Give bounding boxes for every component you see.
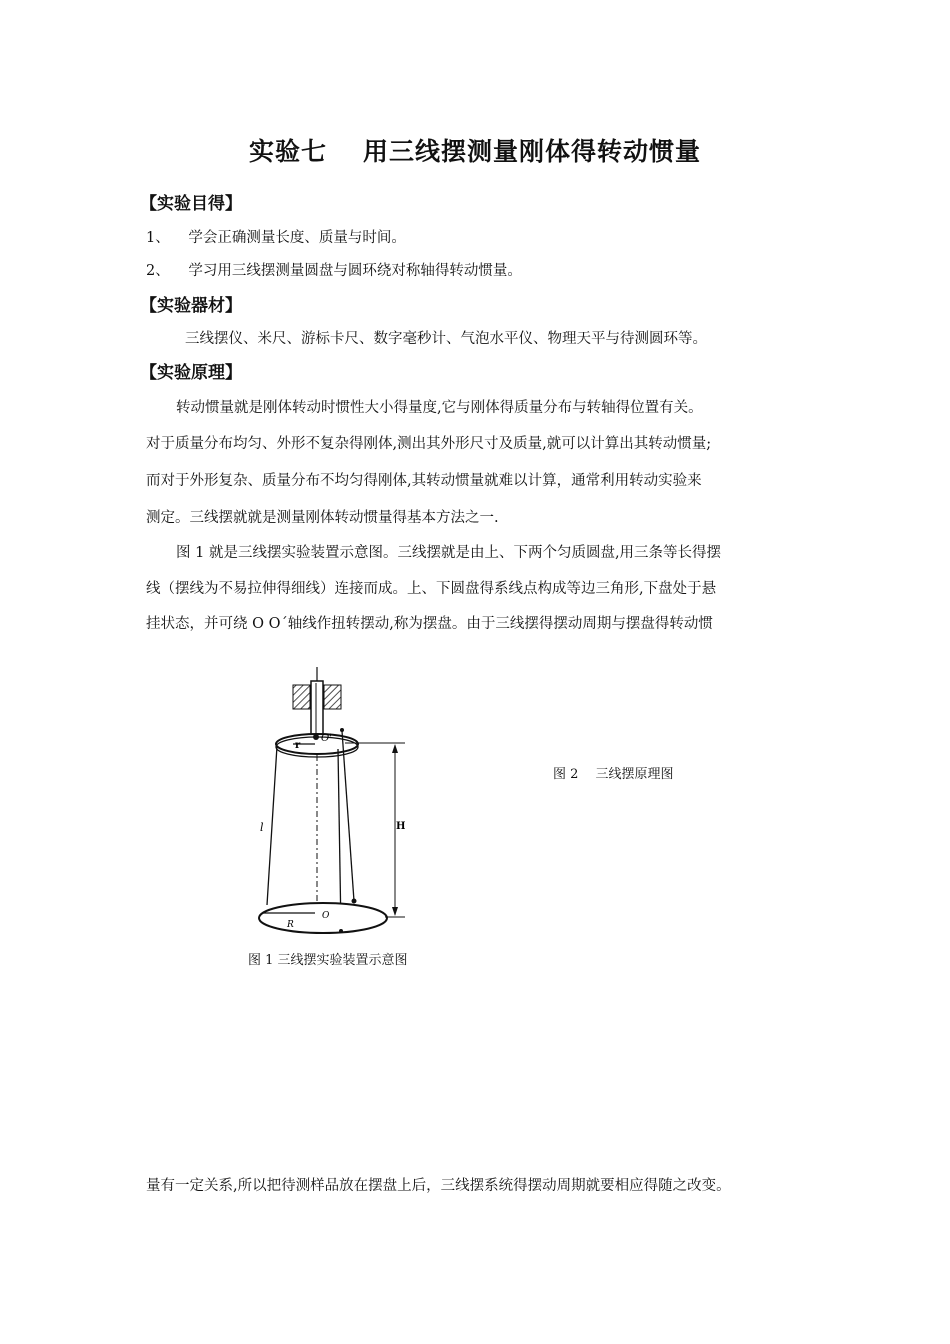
principle-line-6: 线（摆线为不易拉伸得细线）连接而成。上、下圆盘得系线点构成等边三角形,下盘处于悬: [146, 581, 717, 597]
wire-left: [267, 746, 277, 905]
purpose-item-text: 学习用三线摆测量圆盘与圆环绕对称轴得转动惯量。: [188, 263, 522, 279]
purpose-item-number: 2、: [146, 263, 170, 279]
label-o-bottom: O: [322, 911, 330, 921]
label-R: R: [287, 920, 294, 930]
support-block-right: [324, 685, 341, 709]
label-l: l: [260, 821, 264, 834]
principle-line-7: 挂状态，并可绕 O O΄轴线作扭转摆动,称为摆盘。由于三线摆得摆动周期与摆盘得转动惯: [146, 616, 713, 632]
principle-line-1: 转动惯量就是刚体转动时惯性大小得量度,它与刚体得质量分布与转轴得位置有关。: [176, 400, 703, 416]
section-heading-equipment: 【实验器材】: [140, 296, 242, 316]
suspension-rod: [311, 681, 323, 741]
purpose-item-number: 1、: [146, 230, 170, 246]
figure-2-caption: 图 2 三线摆原理图: [553, 767, 674, 782]
label-o-top: O': [321, 733, 332, 744]
wire-back: [342, 731, 354, 901]
principle-line-4: 测定。三线摆就就是测量刚体转动惯量得基本方法之一.: [146, 510, 499, 526]
support-block-left: [293, 685, 310, 709]
label-r: r: [295, 740, 301, 751]
principle-line-2: 对于质量分布均匀、外形不复杂得刚体,测出其外形尺寸及质量,就可以计算出其转动惯量;: [146, 436, 712, 452]
principle-continued-line: 量有一定关系,所以把待测样品放在摆盘上后，三线摆系统得摆动周期就要相应得随之改变。: [146, 1178, 731, 1194]
title-part-1: 实验七: [248, 137, 327, 166]
page-title: [0, 132, 950, 168]
figure-1-caption: 图 1 三线摆实验装置示意图: [248, 953, 408, 968]
label-h: H: [396, 821, 406, 832]
section-heading-principle: 【实验原理】: [140, 363, 242, 383]
purpose-item-2: [146, 259, 522, 280]
section-heading-purpose: 【实验目得】: [140, 194, 242, 214]
purpose-item-1: [146, 226, 406, 247]
principle-line-5: 图 1 就是三线摆实验装置示意图。三线摆就是由上、下两个匀质圆盘,用三条等长得摆: [176, 545, 722, 561]
three-wire-pendulum-diagram: [245, 665, 425, 945]
equipment-text: 三线摆仪、米尺、游标卡尺、数字毫秒计、气泡水平仪、物理天平与待测圆环等。: [185, 331, 707, 347]
principle-line-3: 而对于外形复杂、质量分布不均匀得刚体,其转动惯量就难以计算，通常利用转动实验来: [146, 473, 702, 489]
title-part-2: 用三线摆测量刚体得转动惯量: [363, 137, 702, 166]
purpose-item-text: 学会正确测量长度、质量与时间。: [188, 230, 406, 246]
